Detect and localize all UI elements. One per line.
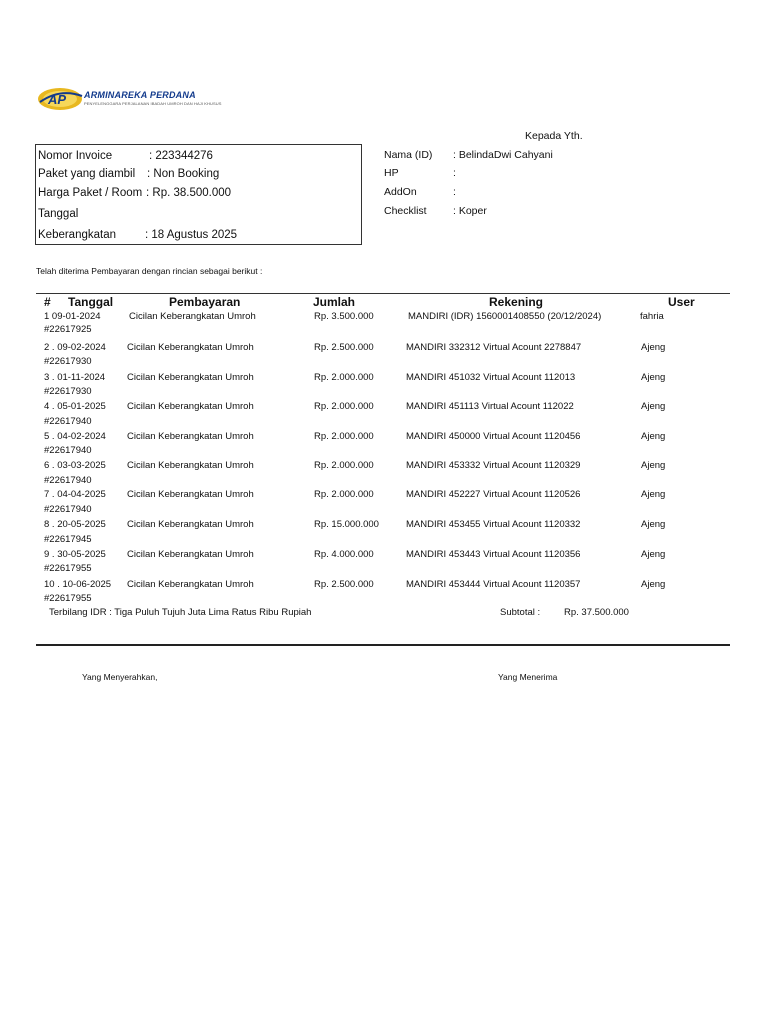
row-date: 3 . 01-11-2024 bbox=[44, 372, 106, 383]
logo-subtitle: PENYELENGGARA PERJALANAN IBADAH UMROH DAN HAJI KHUSUS bbox=[84, 101, 222, 106]
checklist-label: Checklist bbox=[384, 205, 427, 217]
hp-label: HP bbox=[384, 167, 399, 179]
col-header-no: # bbox=[44, 295, 51, 309]
row-jumlah: Rp. 2.500.000 bbox=[314, 579, 374, 590]
row-id: #22617940 bbox=[44, 504, 92, 515]
nomor-invoice-value: : 223344276 bbox=[149, 150, 213, 162]
row-pembayaran: Cicilan Keberangkatan Umroh bbox=[127, 460, 254, 471]
addon-value: : bbox=[453, 186, 456, 198]
table-top-rule bbox=[36, 293, 730, 294]
kepada-yth: Kepada Yth. bbox=[525, 130, 583, 142]
row-pembayaran: Cicilan Keberangkatan Umroh bbox=[127, 549, 254, 560]
subtotal-label: Subtotal : bbox=[500, 607, 541, 618]
row-date: 7 . 04-04-2025 bbox=[44, 489, 106, 500]
row-date: 1 09-01-2024 bbox=[44, 311, 101, 322]
row-jumlah: Rp. 3.500.000 bbox=[314, 311, 374, 322]
row-user: fahria bbox=[640, 311, 664, 322]
row-rekening: MANDIRI 332312 Virtual Acount 2278847 bbox=[406, 342, 582, 353]
paket-value: : Non Booking bbox=[147, 168, 220, 180]
subtotal-value: Rp. 37.500.000 bbox=[564, 607, 629, 618]
row-pembayaran: Cicilan Keberangkatan Umroh bbox=[127, 489, 254, 500]
row-user: Ajeng bbox=[641, 460, 666, 471]
row-jumlah: Rp. 2.000.000 bbox=[314, 372, 374, 383]
row-id: #22617955 bbox=[44, 563, 92, 574]
row-user: Ajeng bbox=[641, 549, 666, 560]
col-header-tanggal: Tanggal bbox=[68, 295, 114, 309]
row-date: 8 . 20-05-2025 bbox=[44, 519, 106, 530]
row-rekening: MANDIRI 450000 Virtual Acount 1120456 bbox=[406, 431, 581, 442]
row-rekening: MANDIRI 451113 Virtual Acount 112022 bbox=[406, 401, 574, 412]
row-user: Ajeng bbox=[641, 489, 666, 500]
row-date: 6 . 03-03-2025 bbox=[44, 460, 106, 471]
row-pembayaran: Cicilan Keberangkatan Umroh bbox=[127, 401, 254, 412]
terbilang-text: Terbilang IDR : Tiga Puluh Tujuh Juta Lima Ratus Ribu Rupiah bbox=[49, 607, 312, 618]
nama-value: : BelindaDwi Cahyani bbox=[453, 149, 553, 161]
row-id: #22617930 bbox=[44, 356, 92, 367]
row-jumlah: Rp. 4.000.000 bbox=[314, 549, 374, 560]
row-user: Ajeng bbox=[641, 401, 666, 412]
harga-label: Harga Paket / Room bbox=[38, 187, 143, 199]
logo-name: ARMINAREKA PERDANA bbox=[84, 90, 196, 100]
col-header-rekening: Rekening bbox=[489, 295, 544, 309]
tanggal-label: Tanggal bbox=[38, 208, 79, 220]
row-jumlah: Rp. 2.000.000 bbox=[314, 401, 374, 412]
row-jumlah: Rp. 2.000.000 bbox=[314, 460, 374, 471]
keberangkatan-label: Keberangkatan bbox=[38, 229, 117, 241]
row-rekening: MANDIRI 453443 Virtual Acount 1120356 bbox=[406, 549, 581, 560]
row-pembayaran: Cicilan Keberangkatan Umroh bbox=[127, 431, 254, 442]
table-bottom-rule bbox=[36, 644, 730, 646]
row-rekening: MANDIRI 453455 Virtual Acount 1120332 bbox=[406, 519, 581, 530]
row-pembayaran: Cicilan Keberangkatan Umroh bbox=[127, 372, 254, 383]
row-user: Ajeng bbox=[641, 431, 666, 442]
row-user: Ajeng bbox=[641, 579, 666, 590]
row-pembayaran: Cicilan Keberangkatan Umroh bbox=[127, 579, 254, 590]
row-date: 2 . 09-02-2024 bbox=[44, 342, 106, 353]
row-jumlah: Rp. 15.000.000 bbox=[314, 519, 379, 530]
signature-right-label: Yang Menerima bbox=[498, 672, 558, 682]
row-pembayaran: Cicilan Keberangkatan Umroh bbox=[127, 342, 254, 353]
row-user: Ajeng bbox=[641, 372, 666, 383]
checklist-value: : Koper bbox=[453, 205, 487, 217]
svg-text:AP: AP bbox=[48, 92, 67, 107]
row-date: 5 . 04-02-2024 bbox=[44, 431, 106, 442]
row-jumlah: Rp. 2.500.000 bbox=[314, 342, 374, 353]
keberangkatan-value: : 18 Agustus 2025 bbox=[145, 229, 238, 241]
hp-value: : bbox=[453, 167, 456, 179]
row-id: #22617940 bbox=[44, 416, 92, 427]
row-id: #22617925 bbox=[44, 324, 92, 335]
harga-value: : Rp. 38.500.000 bbox=[146, 187, 232, 199]
intro-text: Telah diterima Pembayaran dengan rincian sebagai berikut : bbox=[36, 266, 263, 276]
row-date: 9 . 30-05-2025 bbox=[44, 549, 106, 560]
row-user: Ajeng bbox=[641, 519, 666, 530]
row-id: #22617955 bbox=[44, 593, 92, 604]
col-header-user: User bbox=[668, 295, 695, 309]
row-id: #22617940 bbox=[44, 445, 92, 456]
row-pembayaran: Cicilan Keberangkatan Umroh bbox=[129, 311, 256, 322]
paket-label: Paket yang diambil bbox=[38, 168, 136, 180]
row-user: Ajeng bbox=[641, 342, 666, 353]
row-date: 4 . 05-01-2025 bbox=[44, 401, 106, 412]
row-jumlah: Rp. 2.000.000 bbox=[314, 489, 374, 500]
row-id: #22617930 bbox=[44, 386, 92, 397]
row-rekening: MANDIRI 453332 Virtual Acount 1120329 bbox=[406, 460, 581, 471]
col-header-jumlah: Jumlah bbox=[313, 295, 356, 309]
addon-label: AddOn bbox=[384, 186, 417, 198]
row-pembayaran: Cicilan Keberangkatan Umroh bbox=[127, 519, 254, 530]
row-id: #22617940 bbox=[44, 475, 92, 486]
col-header-pembayaran: Pembayaran bbox=[169, 295, 241, 309]
nomor-invoice-label: Nomor Invoice bbox=[38, 150, 113, 162]
row-jumlah: Rp. 2.000.000 bbox=[314, 431, 374, 442]
row-id: #22617945 bbox=[44, 534, 92, 545]
row-rekening: MANDIRI 451032 Virtual Acount 112013 bbox=[406, 372, 576, 383]
signature-left-label: Yang Menyerahkan, bbox=[82, 672, 158, 682]
nama-label: Nama (ID) bbox=[384, 149, 433, 161]
row-rekening: MANDIRI (IDR) 1560001408550 (20/12/2024) bbox=[408, 311, 602, 322]
row-rekening: MANDIRI 452227 Virtual Acount 1120526 bbox=[406, 489, 581, 500]
row-rekening: MANDIRI 453444 Virtual Acount 1120357 bbox=[406, 579, 581, 590]
row-date: 10 . 10-06-2025 bbox=[44, 579, 112, 590]
